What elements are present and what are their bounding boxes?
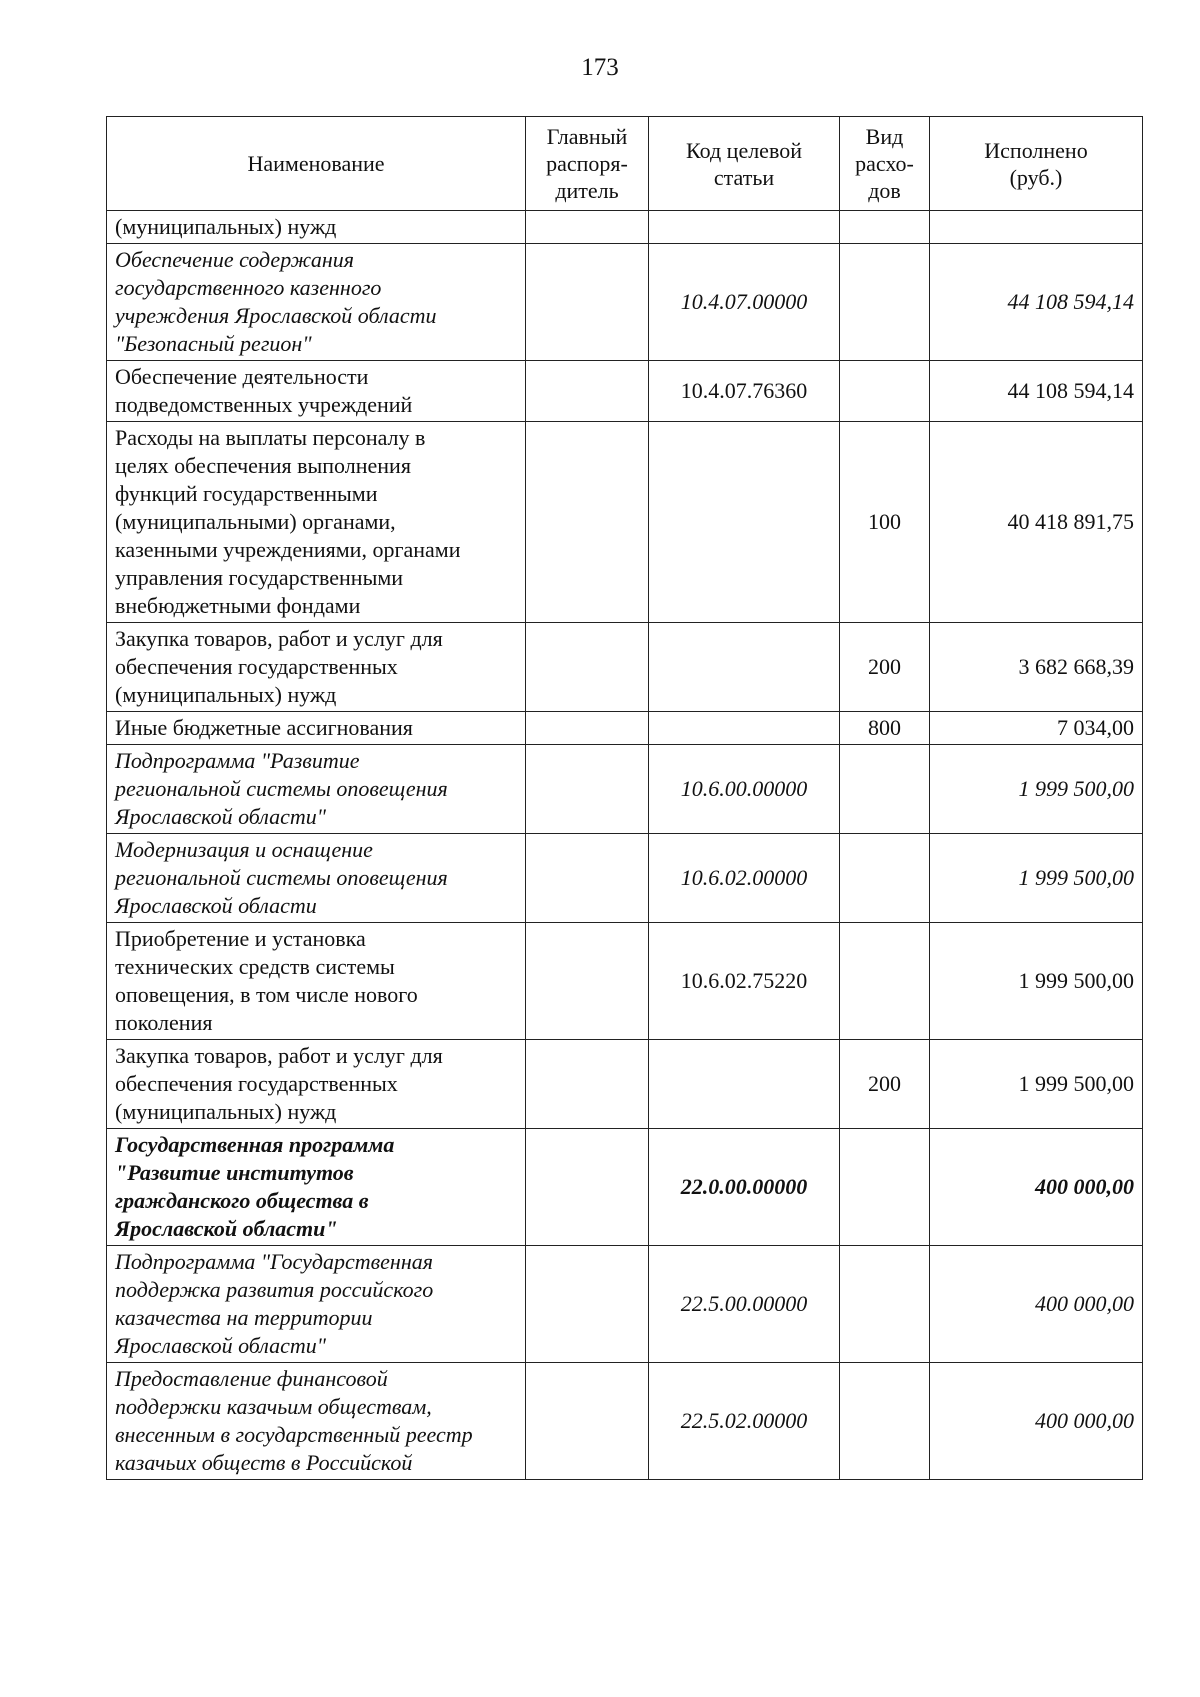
cell-target-code (649, 712, 840, 745)
cell-executed: 1 999 500,00 (930, 1040, 1143, 1129)
cell-name-line: Предоставление финансовой (115, 1366, 388, 1391)
cell-expense-type (840, 1246, 930, 1363)
cell-name-line: (муниципальными) органами, (115, 509, 396, 534)
cell-main-manager (526, 623, 649, 712)
header-executed: Исполнено (руб.) (930, 117, 1143, 211)
table-body (107, 211, 1143, 1480)
cell-expense-type (840, 834, 930, 923)
cell-executed: 400 000,00 (930, 1246, 1143, 1363)
cell-target-code (649, 422, 840, 623)
cell-executed: 44 108 594,14 (930, 244, 1143, 361)
cell-executed: 40 418 891,75 (930, 422, 1143, 623)
cell-name-line: Закупка товаров, работ и услуг для (115, 1043, 443, 1068)
table-row (107, 745, 1143, 834)
cell-name (107, 1129, 526, 1246)
page-number: 173 (581, 54, 619, 81)
cell-name-line: Закупка товаров, работ и услуг для (115, 626, 443, 651)
cell-name-line: Иные бюджетные ассигнования (115, 715, 413, 740)
cell-name-line: (муниципальных) нужд (115, 1099, 337, 1124)
cell-main-manager (526, 1129, 649, 1246)
table-header-row (107, 117, 1143, 211)
cell-name-line: региональной системы оповещения (115, 865, 448, 890)
cell-executed: 400 000,00 (930, 1363, 1143, 1480)
cell-name-line: (муниципальных) нужд (115, 682, 337, 707)
cell-name (107, 211, 526, 244)
cell-expense-type (840, 745, 930, 834)
table-row (107, 623, 1143, 712)
table-row (107, 1246, 1143, 1363)
cell-name-line: Ярославской области" (115, 1216, 338, 1241)
cell-name-line: казачьих обществ в Российской (115, 1450, 413, 1475)
cell-target-code: 10.6.02.00000 (649, 834, 840, 923)
cell-name (107, 1363, 526, 1480)
table-row (107, 422, 1143, 623)
cell-main-manager (526, 923, 649, 1040)
cell-name-line: "Развитие институтов (115, 1160, 354, 1185)
cell-main-manager (526, 211, 649, 244)
cell-main-manager (526, 422, 649, 623)
cell-main-manager (526, 244, 649, 361)
budget-table (106, 116, 1143, 1480)
cell-name-line: "Безопасный регион" (115, 331, 312, 356)
cell-executed: 1 999 500,00 (930, 834, 1143, 923)
cell-name (107, 745, 526, 834)
cell-name-line: целях обеспечения выполнения (115, 453, 411, 478)
cell-name (107, 834, 526, 923)
cell-main-manager (526, 1363, 649, 1480)
cell-expense-type (840, 211, 930, 244)
cell-executed: 3 682 668,39 (930, 623, 1143, 712)
cell-name-line: Ярославской области" (115, 1333, 327, 1358)
cell-name-line: поддержка развития российского (115, 1277, 434, 1302)
cell-name-line: гражданского общества в (115, 1188, 369, 1213)
cell-target-code: 10.4.07.00000 (649, 244, 840, 361)
cell-main-manager (526, 834, 649, 923)
cell-main-manager (526, 712, 649, 745)
cell-name-line: поддержки казачьим обществам, (115, 1394, 432, 1419)
cell-name-line: обеспечения государственных (115, 654, 398, 679)
cell-name (107, 244, 526, 361)
cell-expense-type (840, 1129, 930, 1246)
cell-name-line: технических средств системы (115, 954, 395, 979)
cell-name-line: внесенным в государственный реестр (115, 1422, 473, 1447)
cell-name-line: поколения (115, 1010, 213, 1035)
cell-name-line: Ярославской области (115, 893, 317, 918)
cell-name-line: функций государственными (115, 481, 378, 506)
cell-executed: 7 034,00 (930, 712, 1143, 745)
cell-target-code: 10.6.00.00000 (649, 745, 840, 834)
cell-target-code: 10.4.07.76360 (649, 361, 840, 422)
cell-main-manager (526, 745, 649, 834)
cell-expense-type (840, 244, 930, 361)
cell-name (107, 361, 526, 422)
cell-name (107, 712, 526, 745)
cell-name-line: учреждения Ярославской области (115, 303, 437, 328)
table-row (107, 361, 1143, 422)
cell-target-code (649, 1040, 840, 1129)
cell-name-line: оповещения, в том числе нового (115, 982, 418, 1007)
cell-name-line: обеспечения государственных (115, 1071, 398, 1096)
header-name: Наименование (107, 117, 526, 211)
cell-name-line: (муниципальных) нужд (115, 214, 337, 239)
cell-target-code (649, 211, 840, 244)
cell-name-line: управления государственными (115, 565, 404, 590)
cell-main-manager (526, 1246, 649, 1363)
cell-name-line: Обеспечение деятельности (115, 364, 369, 389)
cell-expense-type: 100 (840, 422, 930, 623)
cell-target-code: 22.5.02.00000 (649, 1363, 840, 1480)
cell-name-line: внебюджетными фондами (115, 593, 361, 618)
cell-target-code: 10.6.02.75220 (649, 923, 840, 1040)
cell-name (107, 923, 526, 1040)
table-row (107, 834, 1143, 923)
cell-name-line: Подпрограмма "Развитие (115, 748, 360, 773)
cell-name (107, 1246, 526, 1363)
cell-name-line: подведомственных учреждений (115, 392, 413, 417)
cell-executed: 1 999 500,00 (930, 745, 1143, 834)
cell-expense-type (840, 361, 930, 422)
cell-expense-type: 200 (840, 1040, 930, 1129)
cell-name-line: региональной системы оповещения (115, 776, 448, 801)
cell-name (107, 623, 526, 712)
table-row (107, 712, 1143, 745)
cell-name-line: Ярославской области" (115, 804, 327, 829)
cell-executed: 400 000,00 (930, 1129, 1143, 1246)
cell-name-line: Расходы на выплаты персоналу в (115, 425, 426, 450)
cell-target-code: 22.0.00.00000 (649, 1129, 840, 1246)
cell-name (107, 1040, 526, 1129)
cell-main-manager (526, 1040, 649, 1129)
cell-name-line: Модернизация и оснащение (115, 837, 373, 862)
table-row (107, 244, 1143, 361)
header-main-manager: Главный распоря- дитель (526, 117, 649, 211)
cell-name-line: государственного казенного (115, 275, 382, 300)
cell-expense-type: 200 (840, 623, 930, 712)
cell-expense-type (840, 1363, 930, 1480)
header-target-code: Код целевой статьи (649, 117, 840, 211)
cell-name-line: казачества на территории (115, 1305, 373, 1330)
cell-target-code (649, 623, 840, 712)
table-row (107, 1129, 1143, 1246)
cell-name-line: Государственная программа (115, 1132, 395, 1157)
header-expense-type: Вид расхо- дов (840, 117, 930, 211)
cell-target-code: 22.5.00.00000 (649, 1246, 840, 1363)
cell-name-line: Обеспечение содержания (115, 247, 354, 272)
cell-executed (930, 211, 1143, 244)
table-row (107, 1363, 1143, 1480)
cell-name-line: Приобретение и установка (115, 926, 366, 951)
cell-executed: 44 108 594,14 (930, 361, 1143, 422)
cell-expense-type: 800 (840, 712, 930, 745)
table-row (107, 1040, 1143, 1129)
cell-executed: 1 999 500,00 (930, 923, 1143, 1040)
table-row (107, 923, 1143, 1040)
cell-main-manager (526, 361, 649, 422)
cell-name-line: Подпрограмма "Государственная (115, 1249, 433, 1274)
cell-expense-type (840, 923, 930, 1040)
cell-name (107, 422, 526, 623)
table-row (107, 211, 1143, 244)
cell-name-line: казенными учреждениями, органами (115, 537, 461, 562)
